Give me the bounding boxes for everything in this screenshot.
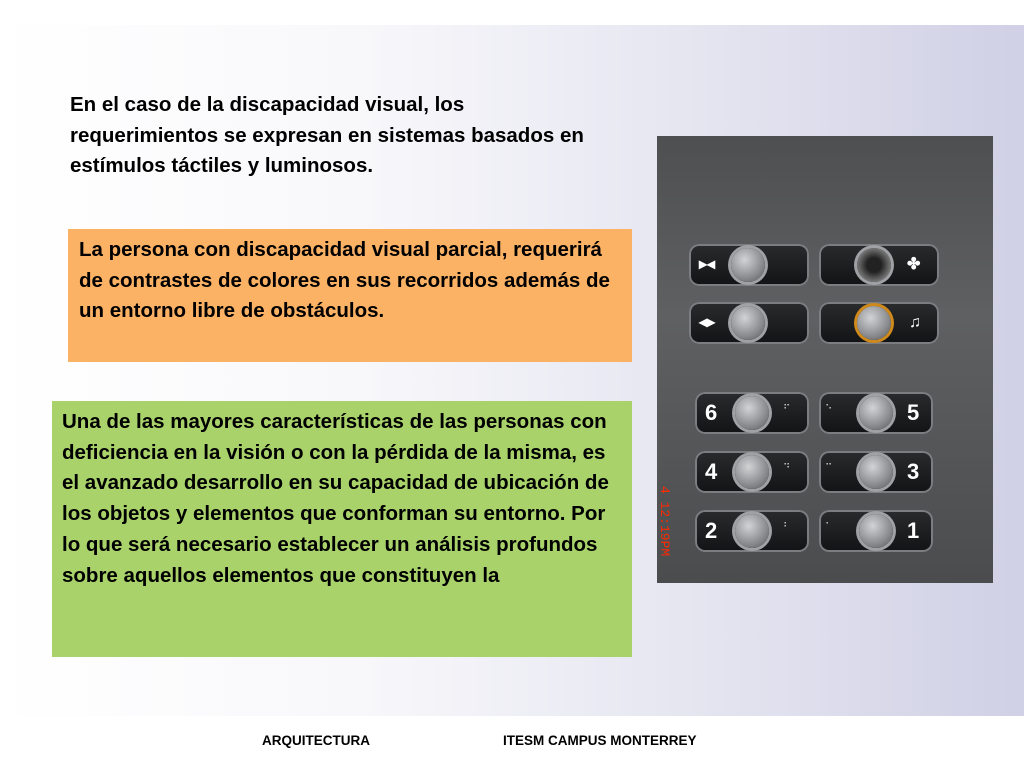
floor-button — [735, 514, 769, 548]
photo-timestamp: 4 12:19PM — [657, 486, 672, 557]
green-callout-box — [52, 401, 632, 657]
floor-button — [735, 396, 769, 430]
floor-button — [859, 514, 893, 548]
braille-dots: ⠃ — [783, 522, 792, 533]
braille-dots: ⠉ — [825, 463, 834, 474]
floor-plate — [695, 392, 809, 434]
floor-label: 3 — [907, 459, 920, 484]
footer-left-label: ARQUITECTURA — [262, 733, 370, 748]
floor-plate — [695, 510, 809, 552]
floor-plate — [819, 392, 933, 434]
floor-label: 5 — [907, 400, 920, 425]
fan-icon: ✤ — [907, 256, 921, 273]
control-plate — [819, 244, 939, 286]
green-callout-text: Una de las mayores características de las personas con deficiencia en la visión o con la pérdida de la misma, es el avanzado desarrollo en su capacidad de ubicación de los objetos y elementos que conforman su entorno. Por lo que será necesario establecer un análisis profundos sobre aquellos elementos que constituyen la — [62, 410, 609, 587]
alarm-button — [857, 306, 891, 340]
floor-label: 1 — [907, 518, 920, 543]
door-close-button — [731, 248, 765, 282]
door-close-icon: ▸◂ — [699, 256, 716, 273]
orange-callout-text: La persona con discapacidad visual parcial, requerirá de contrastes de colores en sus recorridos además de un entorno libre de obstáculos. — [79, 238, 610, 323]
floor-label: 2 — [705, 518, 718, 543]
braille-dots: ⠙ — [783, 463, 792, 474]
floor-label: 6 — [705, 400, 718, 425]
floor-plate — [695, 451, 809, 493]
control-plate — [689, 302, 809, 344]
braille-dots: ⠁ — [825, 522, 834, 533]
bell-icon: ♫ — [909, 314, 921, 331]
braille-dots: ⠑ — [825, 404, 834, 415]
control-plate — [689, 244, 809, 286]
door-open-button — [731, 306, 765, 340]
orange-callout-box — [68, 229, 632, 362]
floor-label: 4 — [705, 459, 718, 484]
floor-plate — [819, 451, 933, 493]
floor-button — [859, 455, 893, 489]
floor-button — [735, 455, 769, 489]
floor-button — [859, 396, 893, 430]
control-plate — [819, 302, 939, 344]
floor-plate — [819, 510, 933, 552]
intro-paragraph: En el caso de la discapacidad visual, los requerimientos se expresan en sistemas basados en estímulos táctiles y luminosos. — [70, 93, 584, 178]
elevator-panel-photo — [657, 136, 993, 583]
braille-dots: ⠋ — [783, 404, 792, 415]
door-open-icon: ◂▸ — [699, 314, 716, 331]
footer-right-label: ITESM CAMPUS MONTERREY — [503, 733, 697, 748]
key-switch — [857, 248, 891, 282]
